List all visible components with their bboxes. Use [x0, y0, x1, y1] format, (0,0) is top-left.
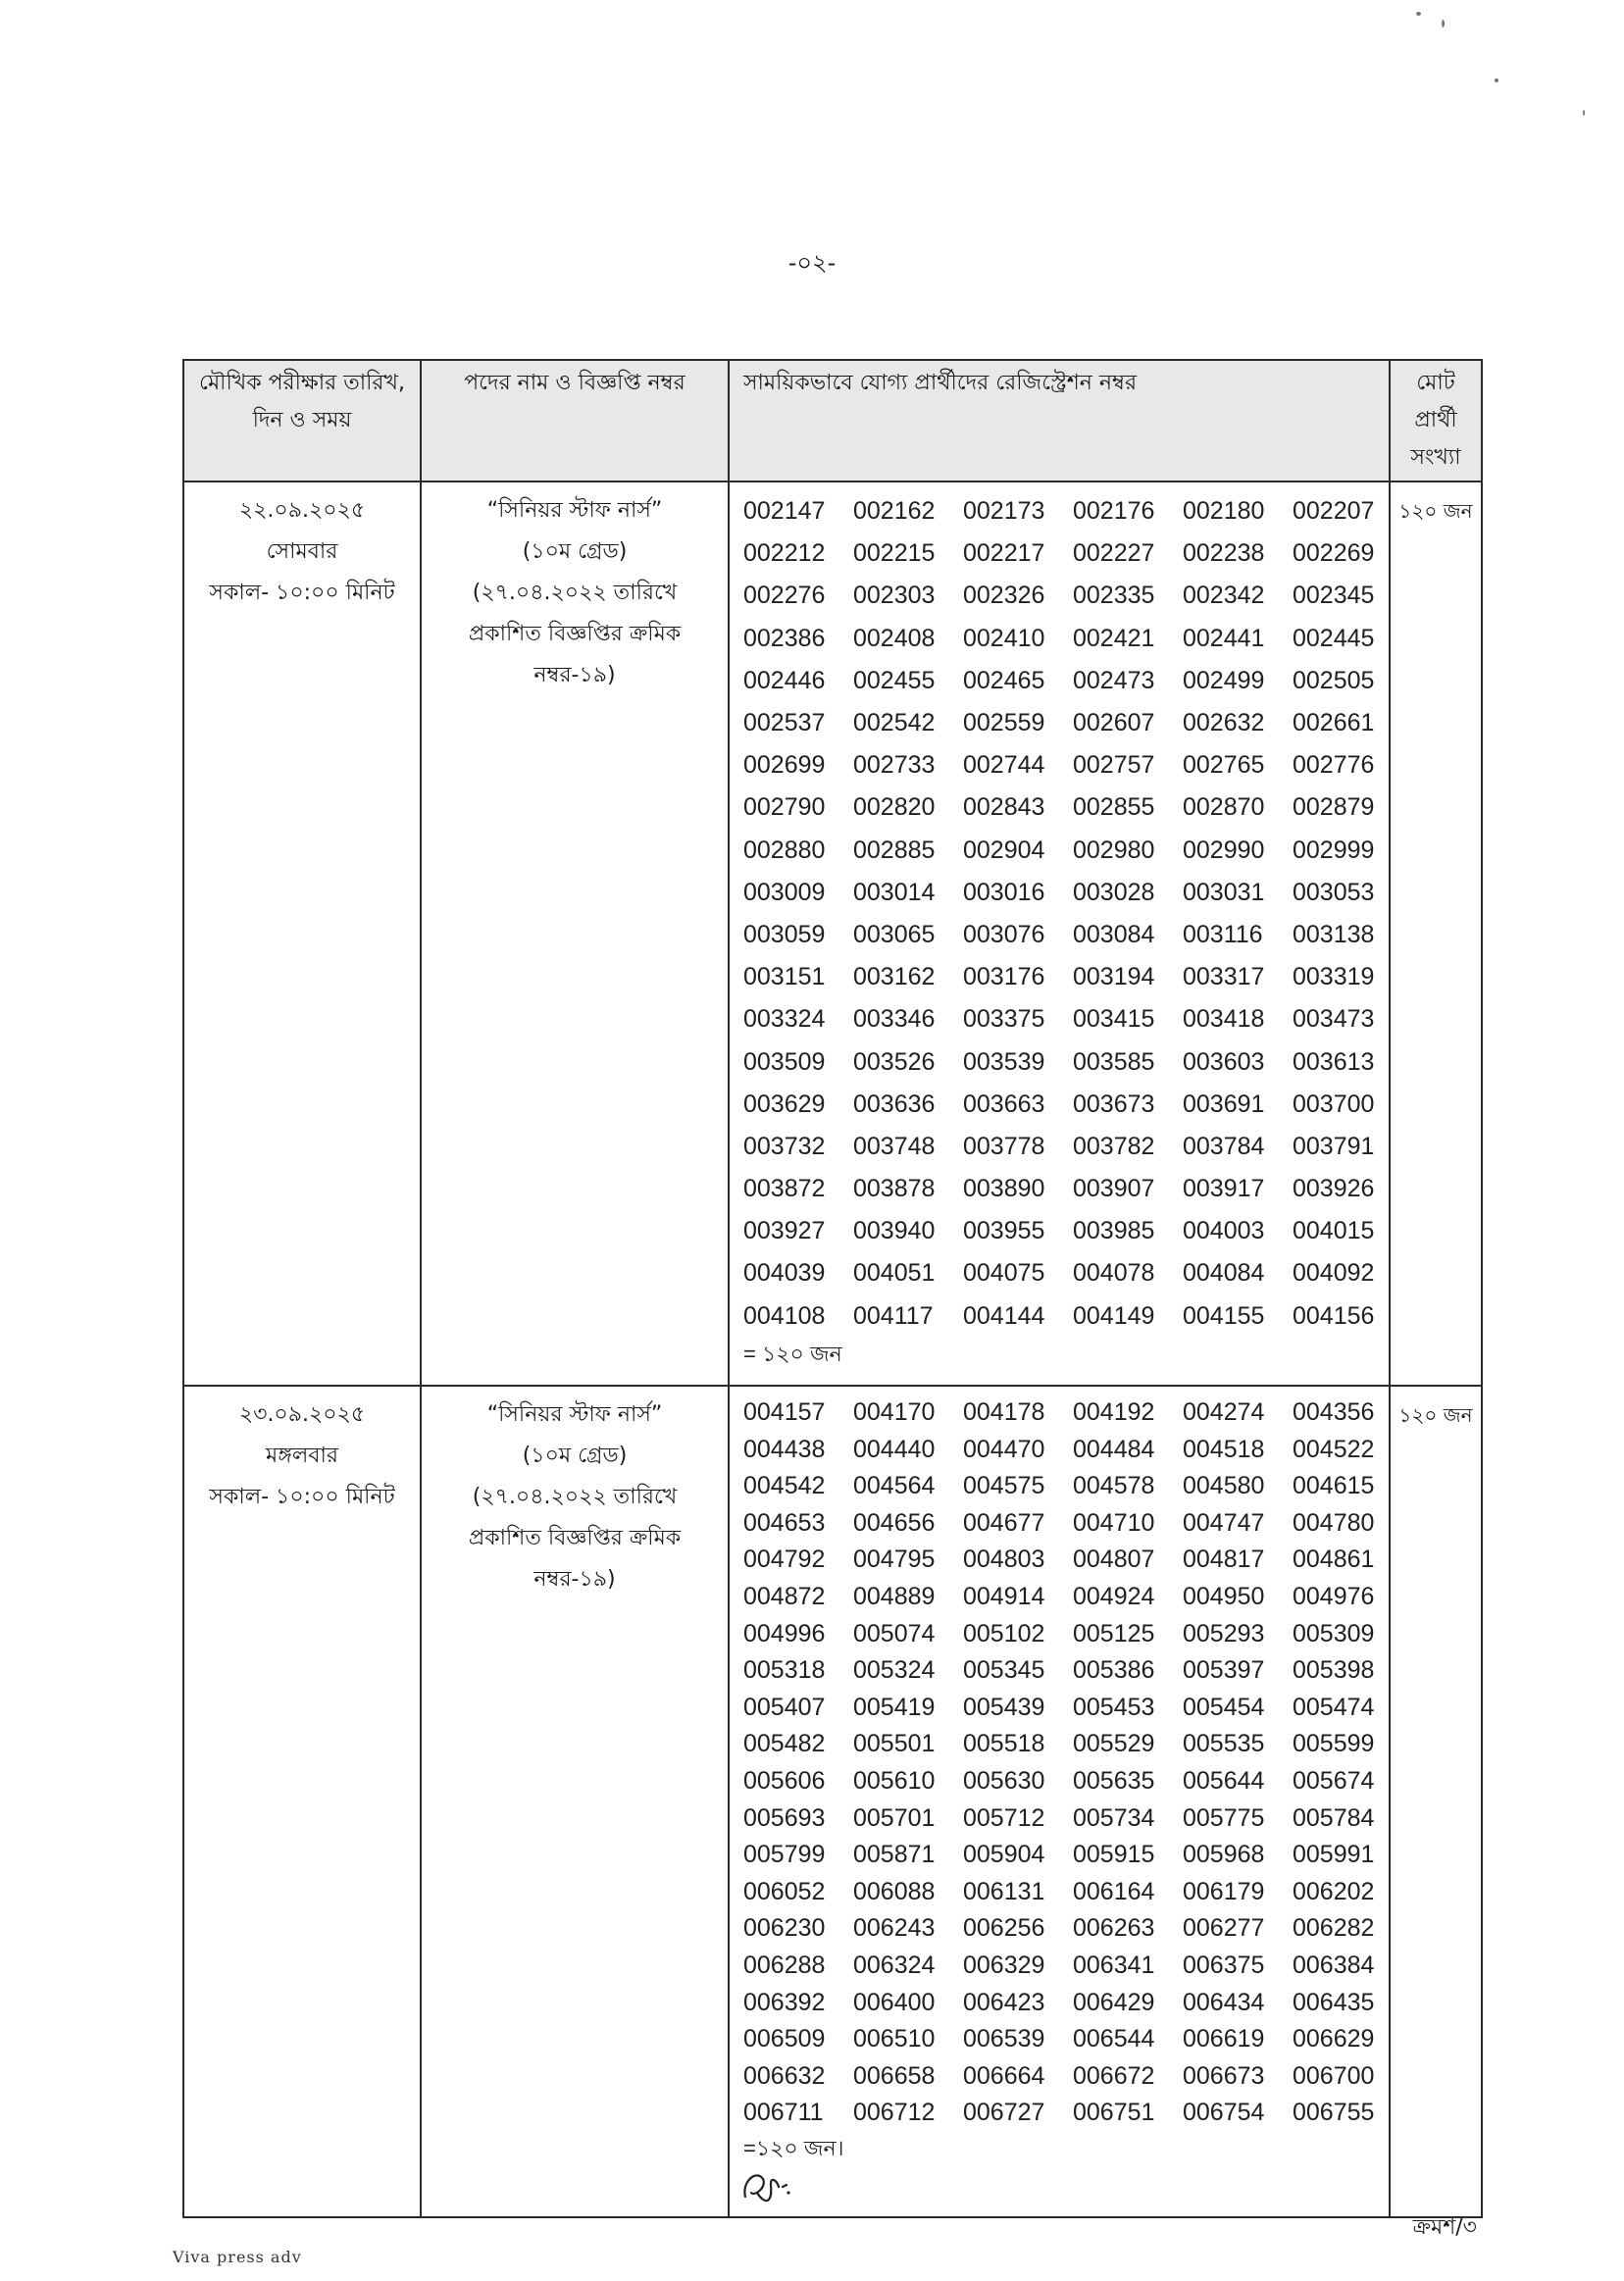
reg-number: 002445: [1293, 624, 1375, 652]
reg-number: 006423: [963, 1988, 1045, 2016]
reg-number: 003194: [1073, 963, 1155, 991]
reg-number: 004780: [1293, 1508, 1375, 1537]
reg-number: 005293: [1183, 1619, 1265, 1647]
reg-number: 005482: [743, 1730, 826, 1758]
reg-number: 003526: [853, 1047, 936, 1076]
reg-number: 006392: [743, 1988, 826, 2016]
reg-number: 004484: [1073, 1435, 1155, 1463]
reg-number: 003319: [1293, 963, 1375, 991]
reg-number: 003985: [1073, 1217, 1155, 1245]
reg-number: 006052: [743, 1877, 826, 1905]
reg-number: 003732: [743, 1132, 826, 1160]
reg-number: 002843: [963, 793, 1045, 822]
reg-number: 002147: [743, 497, 826, 526]
viva-time: সকাল- ১০:০০ মিনিট: [209, 581, 395, 605]
reg-number: 003748: [853, 1132, 936, 1160]
reg-number: 005529: [1073, 1730, 1155, 1758]
reg-number: 004518: [1183, 1435, 1265, 1463]
reg-number: 002542: [853, 709, 936, 737]
reg-number: 006288: [743, 1951, 826, 1979]
reg-number: 002386: [743, 624, 826, 652]
reg-number: 006179: [1183, 1877, 1265, 1905]
reg-number: 006700: [1293, 2061, 1375, 2090]
header-date-time: মৌখিক পরীক্ষার তারিখ, দিন ও সময়: [183, 360, 421, 482]
reg-number: 002269: [1293, 539, 1375, 568]
reg-number: 005610: [853, 1766, 936, 1795]
reg-number: 003415: [1073, 1005, 1155, 1034]
reg-number: 005125: [1073, 1619, 1155, 1647]
post-cell: [421, 482, 729, 1386]
reg-number: 003539: [963, 1047, 1045, 1076]
reg-number: 003872: [743, 1175, 826, 1203]
date-time-cell: [183, 1386, 421, 2217]
reg-number: 005419: [853, 1693, 936, 1721]
reg-number: 006434: [1183, 1988, 1265, 2016]
reg-number: 002238: [1183, 539, 1265, 568]
reg-number: 002699: [743, 751, 826, 780]
post-title: “সিনিয়র স্টাফ নার্স”: [486, 498, 663, 523]
reg-number: 005318: [743, 1656, 826, 1685]
reg-number: 002744: [963, 751, 1045, 780]
reg-number: 004092: [1293, 1259, 1375, 1288]
reg-number: 005674: [1293, 1766, 1375, 1795]
reg-number: 003585: [1073, 1047, 1155, 1076]
reg-number: 004440: [853, 1435, 936, 1463]
reg-number: 004924: [1073, 1583, 1155, 1611]
reg-number: 006324: [853, 1951, 936, 1979]
reg-number: 006164: [1073, 1877, 1155, 1905]
reg-number: 006088: [853, 1877, 936, 1905]
reg-number: 005991: [1293, 1841, 1375, 1869]
reg-number: 004078: [1073, 1259, 1155, 1288]
reg-number: 003176: [963, 963, 1045, 991]
reg-number: 002505: [1293, 666, 1375, 694]
page-number: -০২-: [787, 249, 837, 277]
reg-number: 004677: [963, 1508, 1045, 1537]
reg-number: 003009: [743, 878, 826, 906]
reg-number: 002446: [743, 666, 826, 694]
header-total: মোট প্রার্থী সংখ্যা: [1390, 360, 1482, 482]
reg-number: 006131: [963, 1877, 1045, 1905]
reg-number: 003116: [1183, 920, 1263, 948]
reg-number: 002537: [743, 709, 826, 737]
table-row: [183, 1386, 1482, 2217]
reg-number: 004192: [1073, 1398, 1155, 1427]
reg-number: 005968: [1183, 1841, 1265, 1869]
viva-schedule-table: [182, 359, 1483, 2218]
reg-number: 004051: [853, 1259, 936, 1288]
reg-number: 006711: [743, 2099, 824, 2127]
reg-number: 006754: [1183, 2099, 1265, 2127]
reg-number: 005635: [1073, 1766, 1155, 1795]
notice-line: (২৭.০৪.২০২২ তারিখে: [472, 581, 678, 605]
reg-number: 002632: [1183, 709, 1265, 737]
notice-line: নম্বর-১৯): [533, 663, 616, 687]
reg-number: 003940: [853, 1217, 936, 1245]
total-candidates: ১২০ জন: [1390, 1386, 1482, 2217]
reg-number: 003162: [853, 963, 936, 991]
reg-number: 002885: [853, 836, 936, 864]
reg-number: 003613: [1293, 1047, 1375, 1076]
reg-number: 005712: [963, 1803, 1045, 1832]
reg-number: 002176: [1073, 497, 1155, 526]
reg-number: 005701: [853, 1803, 936, 1832]
reg-number: 002820: [853, 793, 936, 822]
reg-number: 005439: [963, 1693, 1045, 1721]
reg-number: 003907: [1073, 1175, 1155, 1203]
reg-numbers-cell: [729, 1386, 1390, 2217]
reg-number: 002757: [1073, 751, 1155, 780]
reg-number: 003076: [963, 920, 1045, 948]
viva-date: ২২.০৯.২০২৫: [238, 498, 366, 523]
reg-number: 004950: [1183, 1583, 1265, 1611]
reg-number: 002162: [853, 497, 936, 526]
reg-number: 004003: [1183, 1217, 1265, 1245]
reg-number: 006429: [1073, 1988, 1155, 2016]
reg-number: 003053: [1293, 878, 1375, 906]
reg-number: 002276: [743, 582, 826, 610]
reg-number: 004996: [743, 1619, 826, 1647]
reg-number: 005630: [963, 1766, 1045, 1795]
scan-speck: [1416, 12, 1421, 16]
reg-number: 003926: [1293, 1175, 1375, 1203]
reg-number: 006435: [1293, 1988, 1375, 2016]
reg-number: 006282: [1293, 1914, 1375, 1943]
reg-number: 005871: [853, 1841, 936, 1869]
post-grade: (১০ম গ্রেড): [522, 1443, 628, 1468]
reg-number: 005501: [853, 1730, 936, 1758]
reg-number: 002408: [853, 624, 936, 652]
reg-number: 002880: [743, 836, 826, 864]
reg-number: 005904: [963, 1841, 1045, 1869]
reg-number: 004653: [743, 1508, 826, 1537]
scan-speck: [1583, 110, 1585, 116]
reg-number: 006375: [1183, 1951, 1265, 1979]
reg-count-total: = ১২০ জন: [743, 1341, 842, 1366]
reg-number: 004522: [1293, 1435, 1375, 1463]
reg-number: 002661: [1293, 709, 1375, 737]
scan-speck: [1495, 78, 1498, 82]
reg-number: 002990: [1183, 836, 1265, 864]
reg-number: 005386: [1073, 1656, 1155, 1685]
reg-number: 003084: [1073, 920, 1155, 948]
reg-number: 006619: [1183, 2025, 1265, 2053]
table-row: [183, 482, 1482, 1386]
reg-number: 004656: [853, 1508, 936, 1537]
reg-number: 006256: [963, 1914, 1045, 1943]
scan-speck: [1442, 20, 1445, 27]
reg-number: 002345: [1293, 582, 1375, 610]
reg-number: 005102: [963, 1619, 1045, 1647]
reg-number: 005397: [1183, 1656, 1265, 1685]
reg-number: 004108: [743, 1301, 826, 1330]
reg-number: 003375: [963, 1005, 1045, 1034]
reg-number: 006664: [963, 2061, 1045, 2090]
header-post-name: পদের নাম ও বিজ্ঞপ্তি নম্বর: [421, 360, 729, 482]
reg-number: 002455: [853, 666, 936, 694]
header-reg-numbers: সাময়িকভাবে যোগ্য প্রার্থীদের রেজিস্ট্রেশন নম্বর: [729, 360, 1390, 482]
reg-number: 004747: [1183, 1508, 1265, 1537]
reg-number: 006751: [1073, 2099, 1155, 2127]
reg-number: 006712: [853, 2099, 936, 2127]
reg-number: 004803: [963, 1546, 1045, 1574]
reg-number: 003636: [853, 1090, 936, 1118]
reg-number: 005518: [963, 1730, 1045, 1758]
post-cell: [421, 1386, 729, 2217]
reg-number: 004438: [743, 1435, 826, 1463]
reg-number: 006510: [853, 2025, 936, 2053]
reg-number: 004861: [1293, 1546, 1375, 1574]
reg-number: 003138: [1293, 920, 1375, 948]
reg-number: 002180: [1183, 497, 1265, 526]
reg-number: 006727: [963, 2099, 1045, 2127]
reg-number: 002227: [1073, 539, 1155, 568]
reg-number: 002879: [1293, 793, 1375, 822]
reg-number: 002855: [1073, 793, 1155, 822]
reg-number: 004356: [1293, 1398, 1375, 1427]
total-candidates: ১২০ জন: [1390, 482, 1482, 1386]
reg-number: 006202: [1293, 1877, 1375, 1905]
reg-number: 002980: [1073, 836, 1155, 864]
reg-number: 006384: [1293, 1951, 1375, 1979]
viva-date: ২৩.০৯.২০২৫: [238, 1401, 366, 1427]
reg-number: 006341: [1073, 1951, 1155, 1979]
reg-number: 002212: [743, 539, 826, 568]
reg-number: 005074: [853, 1619, 936, 1647]
post-title: “সিনিয়র স্টাফ নার্স”: [486, 1401, 663, 1427]
reg-number: 003324: [743, 1005, 826, 1034]
reg-number: 003890: [963, 1175, 1045, 1203]
continued-marker: ক্রমশ/৩: [1412, 2215, 1477, 2240]
reg-number: 002904: [963, 836, 1045, 864]
reg-number: 002421: [1073, 624, 1155, 652]
reg-number: 006400: [853, 1988, 936, 2016]
reg-number: 004792: [743, 1546, 826, 1574]
reg-number: 004117: [853, 1301, 934, 1330]
reg-number: 005784: [1293, 1803, 1375, 1832]
reg-number: 003065: [853, 920, 936, 948]
reg-number: 004170: [853, 1398, 936, 1427]
reg-number: 004144: [963, 1301, 1045, 1330]
reg-number: 004156: [1293, 1301, 1375, 1330]
reg-number: 006230: [743, 1914, 826, 1943]
reg-number: 003700: [1293, 1090, 1375, 1118]
reg-number: 003151: [743, 963, 826, 991]
reg-number: 004274: [1183, 1398, 1265, 1427]
reg-number: 004084: [1183, 1259, 1265, 1288]
notice-line: (২৭.০৪.২০২২ তারিখে: [472, 1484, 678, 1509]
reg-number: 005734: [1073, 1803, 1155, 1832]
reg-number: 002215: [853, 539, 936, 568]
reg-number-list: [743, 490, 1379, 1338]
reg-number: 002559: [963, 709, 1045, 737]
reg-number: 006277: [1183, 1914, 1265, 1943]
reg-number: 003059: [743, 920, 826, 948]
reg-number: 004149: [1073, 1301, 1155, 1330]
reg-number: 003509: [743, 1047, 826, 1076]
reg-number: 004872: [743, 1583, 826, 1611]
reg-number: 006263: [1073, 1914, 1155, 1943]
table-header-row: [183, 360, 1482, 482]
reg-numbers-cell: [729, 482, 1390, 1386]
reg-number: 004615: [1293, 1472, 1375, 1500]
reg-number: 003028: [1073, 878, 1155, 906]
reg-number: 002217: [963, 539, 1045, 568]
notice-line: প্রকাশিত বিজ্ঞপ্তির ক্রমিক: [468, 622, 682, 646]
reg-number: 003691: [1183, 1090, 1265, 1118]
reg-number: 003031: [1183, 878, 1265, 906]
reg-number: 005309: [1293, 1619, 1375, 1647]
notice-line: প্রকাশিত বিজ্ঞপ্তির ক্রমিক: [468, 1525, 682, 1550]
reg-number: 005915: [1073, 1841, 1155, 1869]
reg-number: 003927: [743, 1217, 826, 1245]
reg-number: 005799: [743, 1841, 826, 1869]
reg-number: 004578: [1073, 1472, 1155, 1500]
reg-number: 005474: [1293, 1693, 1375, 1721]
reg-number: 005407: [743, 1693, 826, 1721]
reg-number: 005599: [1293, 1730, 1375, 1758]
reg-number: 002207: [1293, 497, 1375, 526]
reg-number: 003663: [963, 1090, 1045, 1118]
reg-number: 004817: [1183, 1546, 1265, 1574]
initials-signature: [737, 2163, 796, 2212]
reg-number: 005454: [1183, 1693, 1265, 1721]
reg-number: 004710: [1073, 1508, 1155, 1537]
reg-number: 003878: [853, 1175, 936, 1203]
notice-line: নম্বর-১৯): [533, 1566, 616, 1592]
reg-number: 003917: [1183, 1175, 1265, 1203]
reg-number: 004795: [853, 1546, 936, 1574]
reg-number: 005398: [1293, 1656, 1375, 1685]
reg-number: 002342: [1183, 582, 1265, 610]
reg-number: 002441: [1183, 624, 1265, 652]
reg-number: 002999: [1293, 836, 1375, 864]
date-time-cell: [183, 482, 421, 1386]
reg-number: 004564: [853, 1472, 936, 1500]
reg-number: 004889: [853, 1583, 936, 1611]
reg-number: 004470: [963, 1435, 1045, 1463]
reg-number: 003317: [1183, 963, 1265, 991]
reg-number: 004575: [963, 1472, 1045, 1500]
reg-number: 004914: [963, 1583, 1045, 1611]
reg-number: 002326: [963, 582, 1045, 610]
reg-number: 004542: [743, 1472, 826, 1500]
reg-number: 006672: [1073, 2061, 1155, 2090]
reg-number: 002870: [1183, 793, 1265, 822]
viva-day: মঙ্গলবার: [266, 1443, 338, 1468]
viva-time: সকাল- ১০:০০ মিনিট: [209, 1484, 395, 1509]
reg-number: 002790: [743, 793, 826, 822]
reg-number: 003603: [1183, 1047, 1265, 1076]
reg-number: 006329: [963, 1951, 1045, 1979]
reg-number-list: [743, 1394, 1379, 2132]
reg-number: 003014: [853, 878, 936, 906]
reg-number: 003418: [1183, 1005, 1265, 1034]
post-grade: (১০ম গ্রেড): [522, 539, 628, 564]
reg-number: 003673: [1073, 1090, 1155, 1118]
reg-number: 006755: [1293, 2099, 1375, 2127]
reg-number: 003473: [1293, 1005, 1375, 1034]
reg-number: 005606: [743, 1766, 826, 1795]
reg-number: 005345: [963, 1656, 1045, 1685]
reg-number: 002607: [1073, 709, 1155, 737]
reg-number: 004178: [963, 1398, 1045, 1427]
reg-number: 004807: [1073, 1546, 1155, 1574]
reg-number: 003782: [1073, 1132, 1155, 1160]
reg-number: 003629: [743, 1090, 826, 1118]
reg-number: 004157: [743, 1398, 826, 1427]
viva-day: সোমবার: [266, 539, 338, 564]
reg-number: 006539: [963, 2025, 1045, 2053]
reg-number: 006544: [1073, 2025, 1155, 2053]
reg-number: 003791: [1293, 1132, 1375, 1160]
reg-number: 006243: [853, 1914, 936, 1943]
reg-number: 005453: [1073, 1693, 1155, 1721]
reg-number: 004155: [1183, 1301, 1265, 1330]
reg-number: 004580: [1183, 1472, 1265, 1500]
reg-number: 002499: [1183, 666, 1265, 694]
reg-count-total: =১২০ জন।: [743, 2135, 844, 2160]
reg-number: 003778: [963, 1132, 1045, 1160]
reg-number: 003955: [963, 1217, 1045, 1245]
reg-number: 002765: [1183, 751, 1265, 780]
reg-number: 003016: [963, 878, 1045, 906]
reg-number: 004976: [1293, 1583, 1375, 1611]
reg-number: 006632: [743, 2061, 826, 2090]
reg-number: 006658: [853, 2061, 936, 2090]
reg-number: 002303: [853, 582, 936, 610]
reg-number: 006629: [1293, 2025, 1375, 2053]
reg-number: 002733: [853, 751, 936, 780]
reg-number: 003346: [853, 1005, 936, 1034]
reg-number: 004039: [743, 1259, 826, 1288]
reg-number: 005535: [1183, 1730, 1265, 1758]
reg-number: 004015: [1293, 1217, 1375, 1245]
reg-number: 002173: [963, 497, 1045, 526]
reg-number: 002335: [1073, 582, 1155, 610]
reg-number: 004075: [963, 1259, 1045, 1288]
reg-number: 005644: [1183, 1766, 1265, 1795]
reg-number: 002465: [963, 666, 1045, 694]
reg-number: 003784: [1183, 1132, 1265, 1160]
reg-number: 006673: [1183, 2061, 1265, 2090]
reg-number: 005324: [853, 1656, 936, 1685]
reg-number: 002776: [1293, 751, 1375, 780]
reg-number: 005775: [1183, 1803, 1265, 1832]
reg-number: 006509: [743, 2025, 826, 2053]
reg-number: 002473: [1073, 666, 1155, 694]
reg-number: 002410: [963, 624, 1045, 652]
reg-number: 005693: [743, 1803, 826, 1832]
press-imprint: Viva press adv: [173, 2248, 302, 2266]
